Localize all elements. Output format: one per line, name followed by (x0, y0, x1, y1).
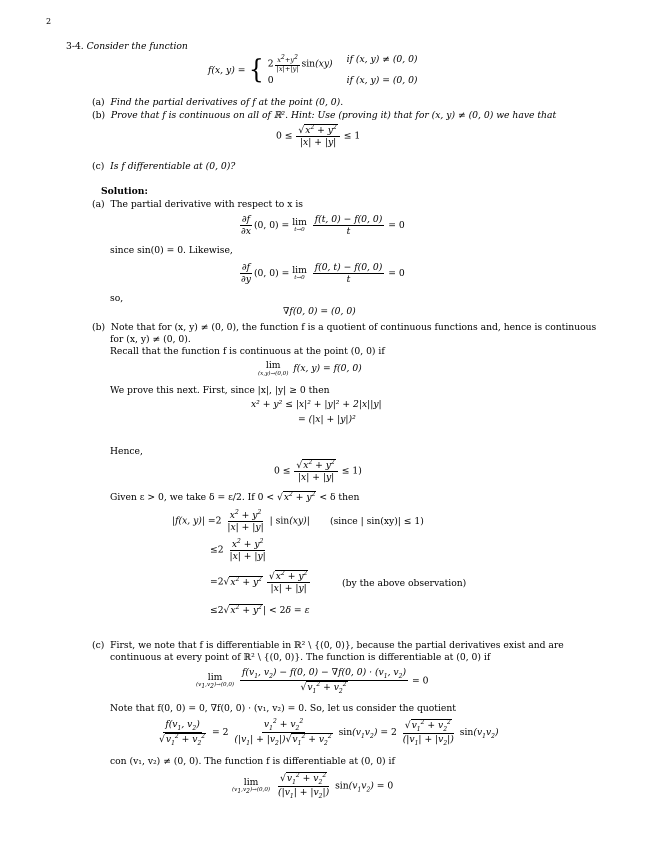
case2-value: 0 (267, 75, 274, 86)
problem-part-b (92, 110, 556, 122)
sol-b-prove: We prove this next. First, since |x|, |y| ≥ 0 then (110, 385, 330, 396)
hence-inequality: 0 ≤ $\frac{√x^2 + y^2}{|x| + |y|}$ ≤ 1) (274, 459, 362, 484)
sol-c-con: con (v₁, v₂) ≠ (0, 0). The function f is differentiable at (0, 0) if (110, 756, 395, 767)
inequality-line2: = (|x| + |y|)² (298, 414, 356, 425)
problem-number: 3-4. (66, 41, 84, 52)
sol-label-a: (a) (92, 199, 105, 210)
left-brace: { (249, 55, 265, 86)
sol-b-line3: Recall that the function f is continuous at the point (0, 0) if (110, 346, 385, 357)
sol-a-intro-text: The partial derivative with respect to x is (110, 199, 303, 210)
part-a-text: Find the partial derivatives of f at the point (0, 0). (110, 97, 344, 108)
sol-b-line2: for (x, y) ≠ (0, 0). (110, 334, 191, 345)
partial-x-equation: $\frac{\partial f}{\partial x}$ (0, 0) = lim t→0 $\frac{f(t, 0) - f(0, 0)}{t}$ = 0 (241, 214, 405, 238)
sol-b-given-text: Given ε > 0, we take δ = ε/2. If 0 < (110, 492, 275, 504)
solution-a-intro (92, 199, 303, 211)
page-number: 2 (46, 17, 52, 26)
case2-condition: if (x, y) = (0, 0) (346, 75, 418, 86)
quotient-equation: $\frac{f(v_1, v_2)}{√v_1^2 + v_2^2}$ = 2 $\frac{v_1^2 + v_2^2}{(|v_1| + |v_2|)√v_1^2 + v_2^2}$ $\sin(v_1v_2) = 2$ $\frac{√v_1^2 + v_2^2}{(|v_1| + |v_2|)}$ $\sin(v_1v_2)$ (159, 718, 499, 747)
sol-b-line1-text: Note that for (x, y) ≠ (0, 0), the function f is a quotient of continuous functions and, hence is continuous (110, 322, 597, 333)
continuity-limit: lim (x,y)→(0,0) f(x, y) = f(0, 0) (258, 360, 362, 377)
bound-line2: ≤2 $\frac{x^2 + y^2}{|x| + |y|}$ (210, 538, 266, 563)
sol-c-line1-text: First, we note that f is differentiable in ℝ² \ {(0, 0)}, because the partial derivatives exist and are (110, 640, 564, 651)
inequality-line1: x² + y² ≤ |x|² + |y|² + 2|x||y| (251, 399, 382, 410)
partial-y-equation: $\frac{\partial f}{\partial y}$ (0, 0) = lim t→0 $\frac{f(0, t) - f(0, 0)}{t}$ = 0 (241, 262, 405, 286)
problem-header (66, 41, 188, 53)
label-b: (b) (92, 110, 106, 121)
part-b-text: Prove that f is continuous on all of ℝ². Hint: Use (proving it) that for (x, y) ≠ (0, 0) we have that (110, 110, 557, 121)
bound-note1: (since | sin(xy)| ≤ 1) (330, 516, 424, 527)
bound-line4: $\le 2√x^2 + y^2| < 2\delta = \varepsilon$ (210, 604, 310, 617)
sol-b-given: Given ε > 0, we take δ = ε/2. If $0 < √x^2 + y^2 < \delta$ then (110, 491, 360, 504)
hint-inequality: 0 ≤ $\frac{√x^2 + y^2}{|x| + |y|}$ ≤ 1 (276, 124, 361, 149)
sol-a-so: so, (110, 293, 124, 304)
label-c: (c) (92, 161, 105, 172)
sol-b-line1 (92, 322, 596, 334)
cases-block (268, 54, 418, 87)
solution-heading: Solution: (101, 186, 148, 197)
problem-part-c (92, 161, 235, 173)
bound-line1: |f(x, y)| =2 $\frac{x^2 + y^2}{|x| + |y|}$ | sin(xy)| (172, 509, 310, 534)
label-a: (a) (92, 97, 105, 108)
sol-c-note: Note that f(0, 0) = 0, ∇f(0, 0) · (v₁, v₂) = 0. So, let us consider the quotient (110, 703, 456, 714)
bound-note2: (by the above observation) (342, 578, 467, 589)
sol-c-line2: continuous at every point of ℝ² \ {(0, 0)}. The function is differentiable at (0, 0) if (110, 652, 491, 663)
problem-part-a (92, 97, 343, 109)
sol-b-hence: Hence, (110, 446, 143, 457)
function-lhs: f(x, y) = (208, 64, 246, 76)
case1-condition: if (x, y) ≠ (0, 0) (346, 54, 418, 65)
sol-label-c: (c) (92, 640, 105, 651)
sol-c-line1 (92, 640, 564, 652)
sol-a-since: since sin(0) = 0. Likewise, (110, 245, 233, 256)
function-definition (208, 54, 418, 87)
final-limit: lim $(v_1,v_2)\to(0,0)$ $\frac{√v_1^2 + v_2^2}{(|v_1| + |v_2|)}$ $\sin(v_1v_2) = 0$ (232, 772, 394, 800)
sol-label-b: (b) (92, 322, 106, 333)
differentiability-limit: lim $(v_1,v_2)\to(0,0)$ $\frac{f(v_1, v_2) - f(0, 0) - \nabla f(0, 0) \cdot (v_1, v_2)}{√v_1^2 + v_2^2}$ = 0 (196, 667, 429, 695)
problem-intro: Consider the function (86, 41, 188, 52)
bound-line3: $=2√x^2 + y^2$ $\frac{√x^2 + y^2}{|x| + |y|}$ (210, 570, 311, 594)
gradient-result: ∇f(0, 0) = (0, 0) (283, 306, 356, 317)
sol-b-given-end: < δ then (319, 492, 360, 504)
continuity-limit-text: f(x, y) = f(0, 0) (293, 363, 362, 375)
case1-expression: 2 $\frac{x^2+y^2}{|x|+|y|}$ sin(xy) (267, 54, 333, 74)
part-c-text: Is f differentiable at (0, 0)? (110, 161, 236, 172)
